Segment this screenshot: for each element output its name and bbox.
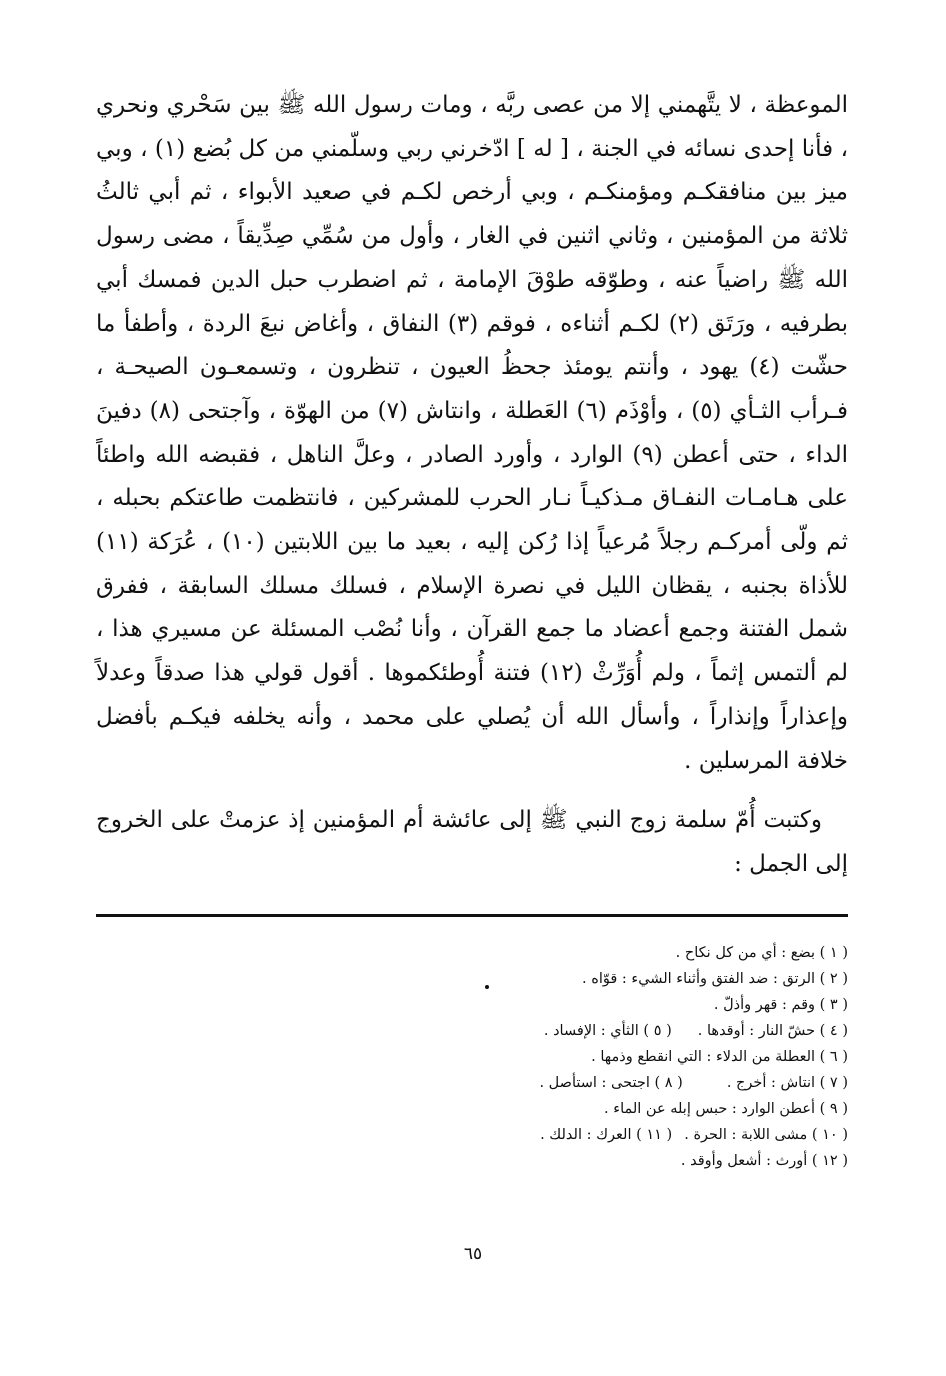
footnote [248,940,848,966]
footnote [248,966,848,992]
footnote-text: ( ٢ ) الرتق : ضد الفتق وأثناء الشيء : قوّاه . [582,971,848,987]
footnote-text: ( ٦ ) العطلة من الدلاء : التي انقطع وذمها . [591,1049,848,1065]
footnotes [248,940,848,1174]
footnote [248,1018,848,1044]
footnote-text: ( ١١ ) العرك : الدلك . [540,1127,673,1143]
body-paragraph-2: وكتبت أُمّ سلمة زوج النبي ﷺ إلى عائشة أم المؤمنين إذ عزمتْ على الخروج إلى الجمل : [96,807,848,877]
footnote-text: ( ٨ ) اجتحى : استأصل . [539,1075,683,1091]
footnote [248,1044,848,1070]
footnote-text: ( ٤ ) حشّ النار : أوقدها . [697,1023,848,1039]
body-paragraph-1: الموعظة ، لا يتَّهمني إلا من عصى ربَّه ، ومات رسول الله ﷺ بين سَحْري ونحري ، فأنا إحدى نسائه في الجنة ، [ له ] ادّخرني ربي وسلّمني من كل بُضع (١) ، وبي ميز بين منافقكـم ومؤمنكـم ، وبي أرخص لكـم في صعيد الأبواء ، ثم أبي ثالثُ ثلاثة من المؤمنين ، وثاني اثنين في الغار ، وأول من سُمِّي صِدِّيقاً ، مضى رسول الله ﷺ راضياً عنه ، وطوّقه طوْقَ الإمامة ، ثم اضطرب حبل الدين فمسك أبي بطرفيه ، ورَتَق (٢) لكـم أثناءه ، فوقم (٣) النفاق ، وأغاض نبعَ الردة ، وأطفأ ما حشّت (٤) يهود ، وأنتم يومئذ جحظُ العيون ، تنظرون ، وتسمعـون الصيحـة ، فـرأب الثـأي (٥) ، وأوْذَم (٦) العَطلة ، وانتاش (٧) من الهوّة ، وآجتحى (٨) دفينَ الداء ، حتى أعطن (٩) الوارد ، وأورد الصادر ، وعلَّ الناهل ، فقبضه الله واطئاً على هـامـات النفـاق مـذكيـاً نـار الحرب للمشركين ، فانتظمت طاعتكم بحبله ، ثم ولّى أمركـم رجلاً مُرعياً إذا رُكن إليه ، بعيد ما بين اللابتين (١٠) ، عُرَكة (١١) للأذاة بجنبه ، يقظان الليل في نصرة الإسلام ، فسلك مسلك السابقة ، ففرق شمل الفتنة وجمع أعضاد ما جمع القرآن ، وأنا نُصْب المسئلة عن مسيري هذا ، لم ألتمس إثماً ، ولم أُوَرِّثْ (١٢) فتنة أُوطئكموها . أقول قولي هذا صدقاً وعدلاً وإعذاراً وإنذاراً ، وأسأل الله أن يُصلي على محمد ، وأنه يخلفه فيكـم بأفضل خلافة المرسلين . [96,92,849,774]
footnote-text: ( ١٠ ) مشى اللابة : الحرة . [684,1127,848,1143]
footnote-text: ( ١٢ ) أورث : أشعل وأوقد . [680,1153,848,1169]
page-number: ٦٥ [463,1244,483,1264]
footnote-text: ( ٩ ) أعطن الوارد : حبس إبله عن الماء . [604,1101,848,1117]
footnote-text: ( ٥ ) الثأي : الإفساد . [543,1023,672,1039]
footnote [248,1096,848,1122]
footnote-text: ( ١ ) بضع : أي من كل نكاح . [675,945,848,961]
footnote [248,1148,848,1174]
footnote-text: ( ٣ ) وقم : قهر وأذلّ . [713,997,848,1013]
footnote [248,1122,848,1148]
footnote [248,1070,848,1096]
main-text [96,84,848,887]
footnote-text: ( ٧ ) انتاش : أخرج . [726,1075,848,1091]
footnote [248,992,848,1018]
footnote-divider [96,914,848,917]
